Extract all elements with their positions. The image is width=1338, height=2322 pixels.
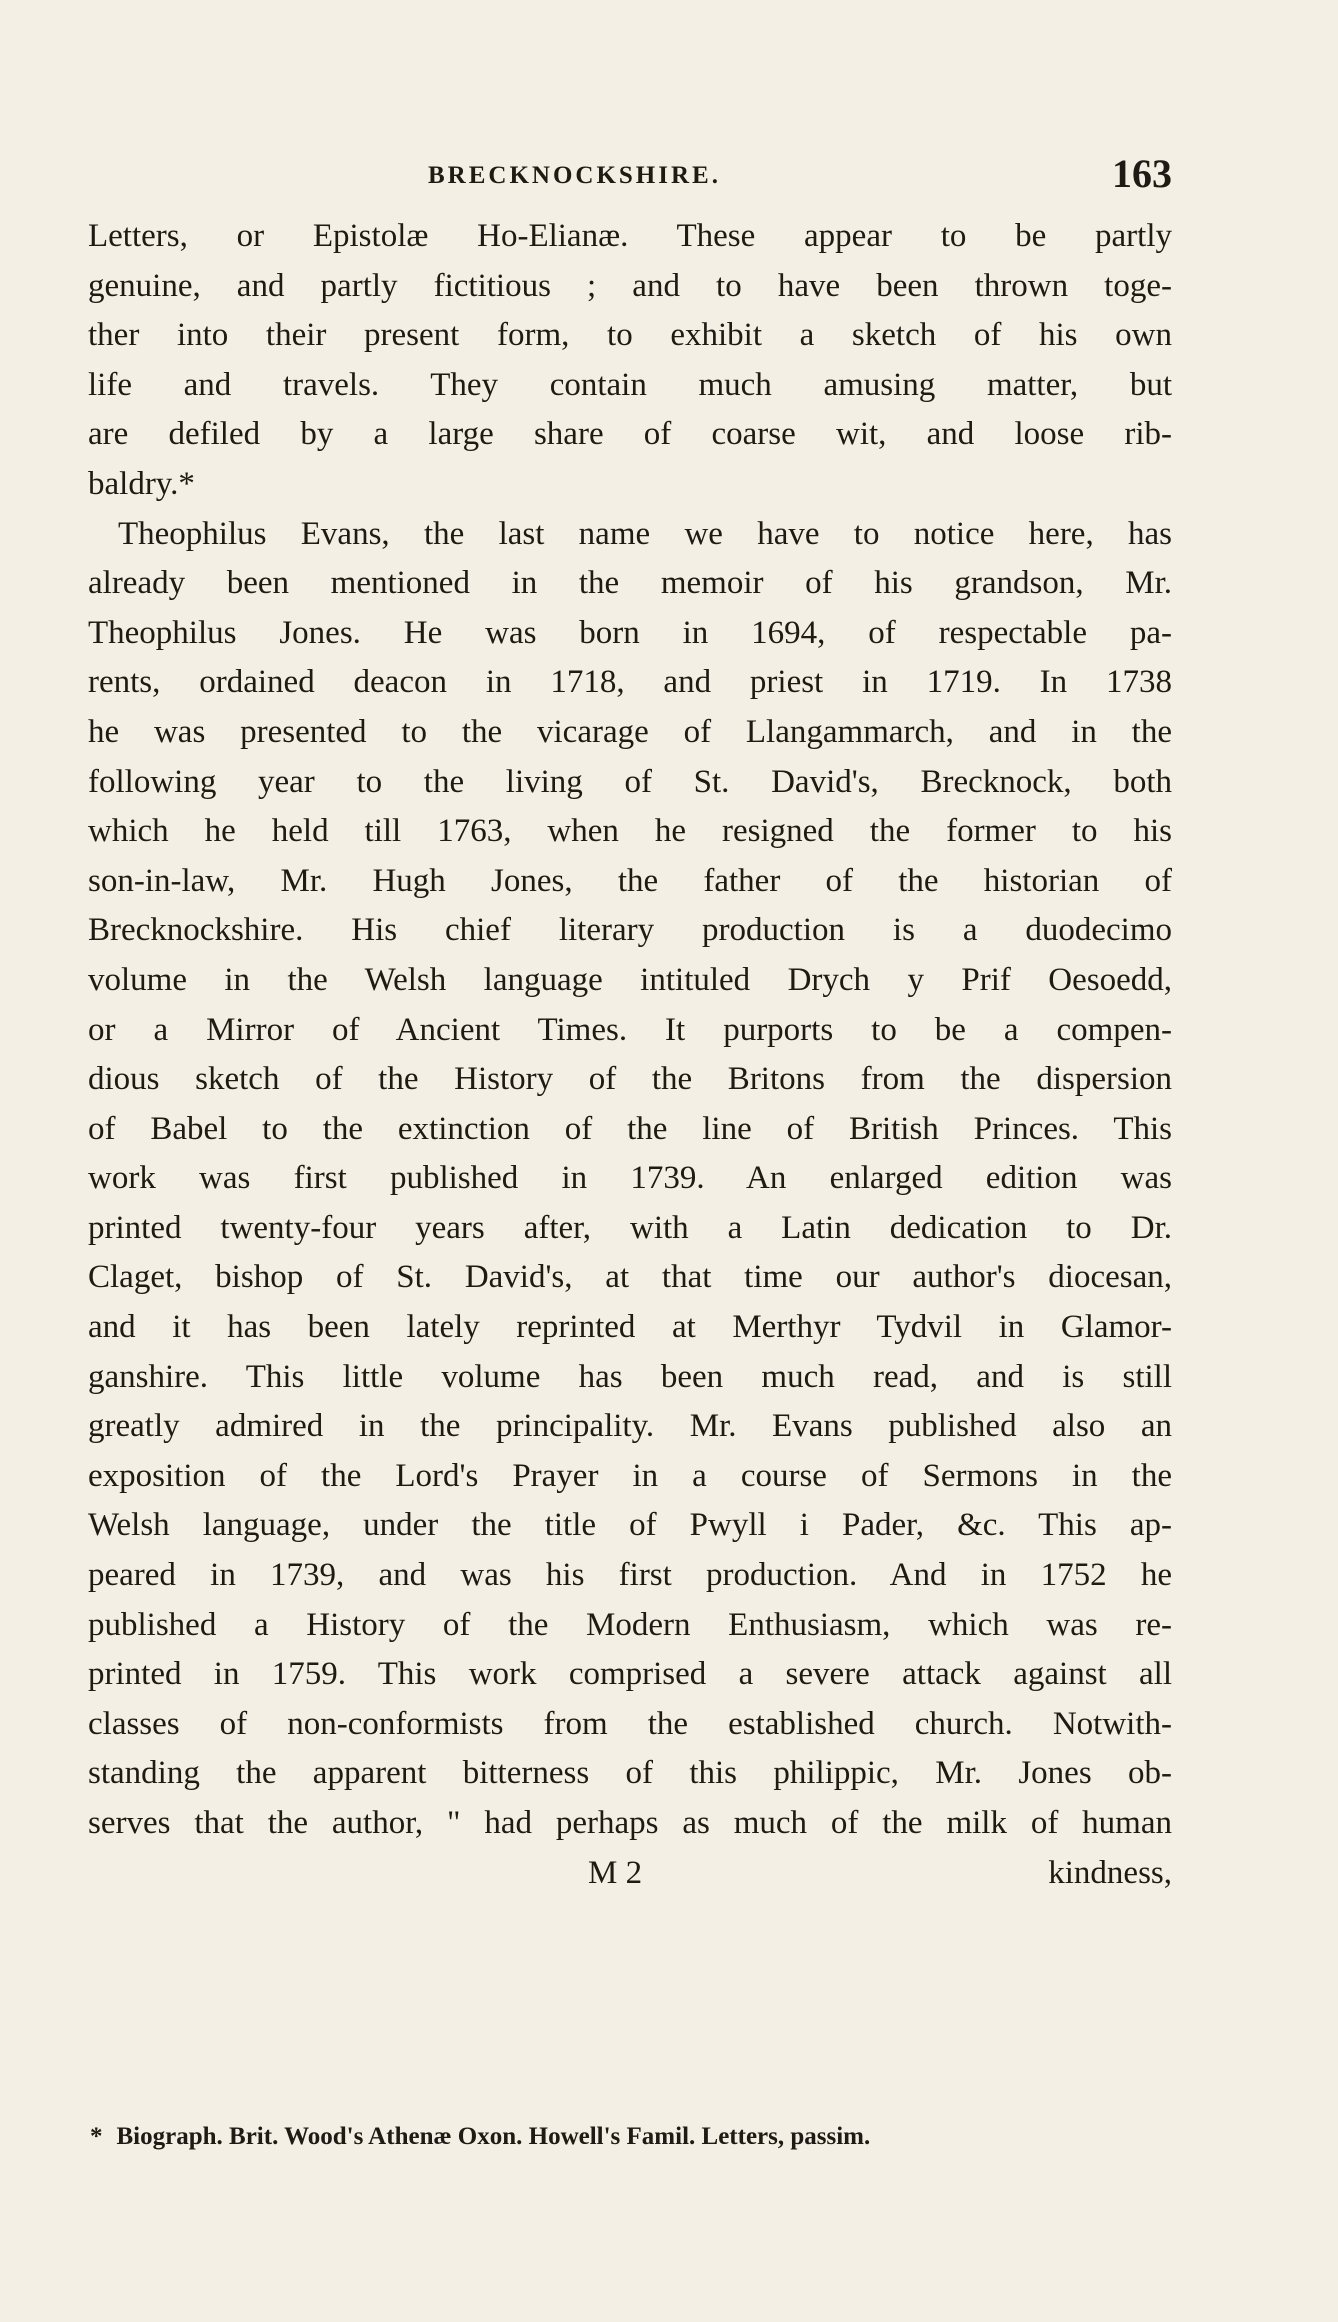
footnote-text: Biograph. Brit. Wood's Athenæ Oxon. Howell's Famil. Letters, passim. bbox=[116, 2123, 871, 2150]
running-head bbox=[88, 150, 1172, 200]
page-number: 163 bbox=[1112, 151, 1172, 196]
text-line: Welsh language, under the title of Pwyll i Pader, &c. This ap- bbox=[88, 1507, 1172, 1544]
text-line: peared in 1739, and was his first production. And in 1752 he bbox=[88, 1557, 1172, 1594]
text-line: and it has been lately reprinted at Merthyr Tydvil in Glamor- bbox=[88, 1309, 1172, 1346]
signature-mark: M 2 bbox=[588, 1854, 643, 1891]
text-line: baldry.* bbox=[88, 465, 195, 502]
text-line: published a History of the Modern Enthusiasm, which was re- bbox=[88, 1606, 1172, 1643]
text-line: volume in the Welsh language intituled Drych y Prif Oesoedd, bbox=[88, 961, 1172, 998]
text-line: printed twenty-four years after, with a Latin dedication to Dr. bbox=[88, 1209, 1172, 1246]
text-line: printed in 1759. This work comprised a severe attack against all bbox=[88, 1656, 1172, 1693]
running-title: BRECKNOCKSHIRE. bbox=[428, 162, 721, 189]
text-line: rents, ordained deacon in 1718, and priest in 1719. In 1738 bbox=[88, 664, 1172, 701]
text-line: genuine, and partly fictitious ; and to have been thrown toge- bbox=[88, 267, 1172, 304]
text-line: ther into their present form, to exhibit a sketch of his own bbox=[88, 317, 1172, 354]
text-line: standing the apparent bitterness of this philippic, Mr. Jones ob- bbox=[88, 1755, 1172, 1792]
text-line: or a Mirror of Ancient Times. It purports to be a compen- bbox=[88, 1011, 1172, 1048]
signature-line bbox=[88, 1849, 1172, 1899]
body-text bbox=[88, 212, 1172, 1898]
text-line: Letters, or Epistolæ Ho-Elianæ. These appear to be partly bbox=[88, 218, 1172, 254]
text-line: classes of non-conformists from the established church. Notwith- bbox=[88, 1705, 1172, 1742]
text-line: Theophilus Evans, the last name we have to notice here, has bbox=[118, 515, 1172, 552]
text-line: son-in-law, Mr. Hugh Jones, the father of the historian of bbox=[88, 862, 1172, 899]
text-line: Brecknockshire. His chief literary production is a duodecimo bbox=[88, 912, 1172, 949]
catchword: kindness, bbox=[1048, 1854, 1172, 1891]
footnote bbox=[90, 2120, 1174, 2154]
text-line: greatly admired in the principality. Mr. Evans published also an bbox=[88, 1408, 1172, 1445]
text-line: dious sketch of the History of the Britons from the dispersion bbox=[88, 1061, 1172, 1098]
text-line: of Babel to the extinction of the line of British Princes. This bbox=[88, 1110, 1172, 1147]
text-line: life and travels. They contain much amusing matter, but bbox=[88, 366, 1172, 403]
text-line: ganshire. This little volume has been much read, and is still bbox=[88, 1358, 1172, 1395]
text-line: Theophilus Jones. He was born in 1694, of respectable pa- bbox=[88, 614, 1172, 651]
text-line: following year to the living of St. David's, Brecknock, both bbox=[88, 763, 1172, 800]
text-line: which he held till 1763, when he resigned the former to his bbox=[88, 813, 1172, 850]
text-line: he was presented to the vicarage of Llangammarch, and in the bbox=[88, 713, 1172, 750]
text-line: exposition of the Lord's Prayer in a course of Sermons in the bbox=[88, 1457, 1172, 1494]
text-line: already been mentioned in the memoir of his grandson, Mr. bbox=[88, 565, 1172, 602]
footnote-marker: * bbox=[90, 2123, 103, 2150]
text-line: work was first published in 1739. An enlarged edition was bbox=[88, 1160, 1172, 1197]
text-line: serves that the author, " had perhaps as much of the milk of human bbox=[88, 1805, 1172, 1841]
text-line: are defiled by a large share of coarse wit, and loose rib- bbox=[88, 416, 1172, 453]
text-line: Claget, bishop of St. David's, at that time our author's diocesan, bbox=[88, 1259, 1172, 1296]
